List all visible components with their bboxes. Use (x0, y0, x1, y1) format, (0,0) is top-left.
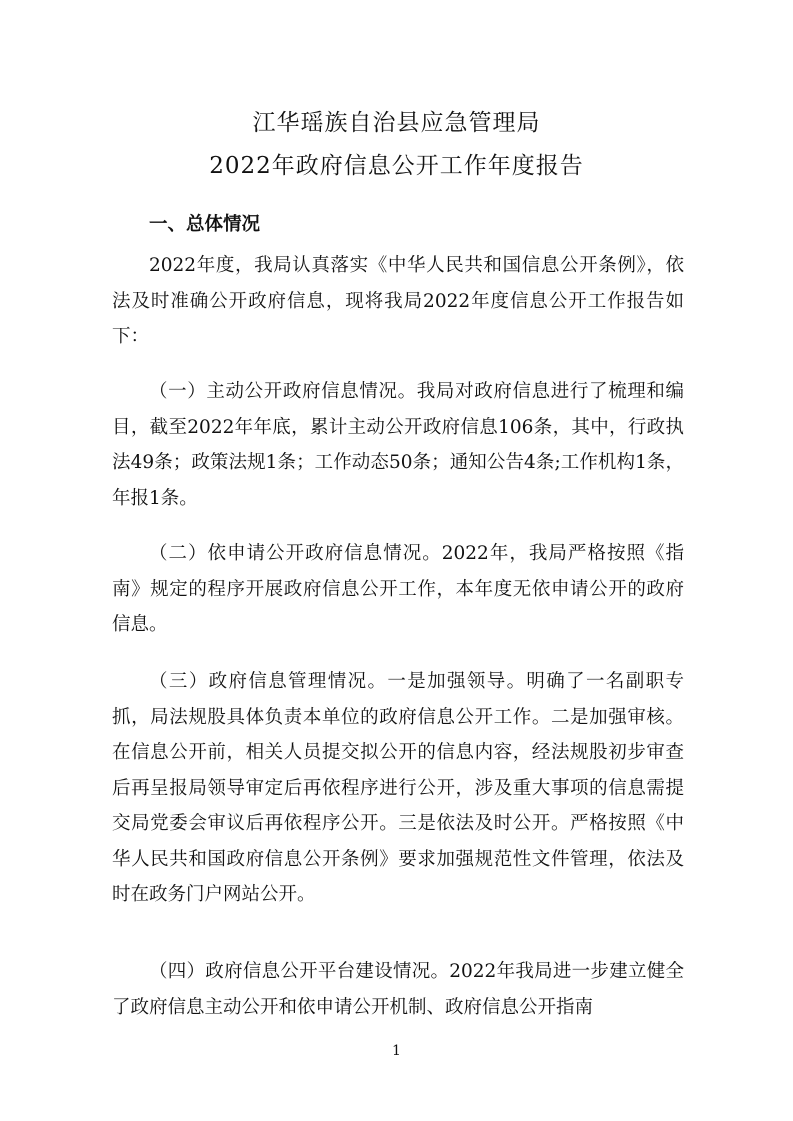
section-heading-overview: 一、总体情况 (149, 214, 261, 235)
paragraph-information-management: （三）政府信息管理情况。一是加强领导。明确了一名副职专抓，局法规股具体负责本单位的政府信息公开工作。二是加强审核。在信息公开前，相关人员提交拟公开的信息内容，经法规股初步审查后再呈报局领导审定后再依程序进行公开，涉及重大事项的信息需提交局党委会审议后再依程序公开。三是依法及时公开。严格按照《中华人民共和国政府信息公开条例》要求加强规范性文件管理，依法及时在政务门户网站公开。 (112, 671, 684, 905)
paragraph-proactive-disclosure: （一）主动公开政府信息情况。我局对政府信息进行了梳理和编目，截至2022年年底，累计主动公开政府信息106条，其中，行政执法49条；政策法规1条；工作动态50条；通知公告4条;工作机构1条，年报1条。 (112, 381, 684, 509)
document-title-line-2: 2022年政府信息公开工作年度报告 (209, 153, 584, 179)
paragraph-platform-construction: （四）政府信息公开平台建设情况。2022年我局进一步建立健全了政府信息主动公开和依申请公开机制、政府信息公开指南 (112, 961, 684, 1018)
paragraph-intro: 2022年度，我局认真落实《中华人民共和国信息公开条例》，依法及时准确公开政府信息，现将我局2022年度信息公开工作报告如下： (112, 255, 684, 347)
paragraph-on-request-disclosure: （二）依申请公开政府信息情况。2022年，我局严格按照《指南》规定的程序开展政府信息公开工作，本年度无依申请公开的政府信息。 (112, 543, 684, 635)
page-number: 1 (392, 1043, 401, 1059)
document-title-line-1: 江华瑶族自治县应急管理局 (252, 110, 541, 136)
